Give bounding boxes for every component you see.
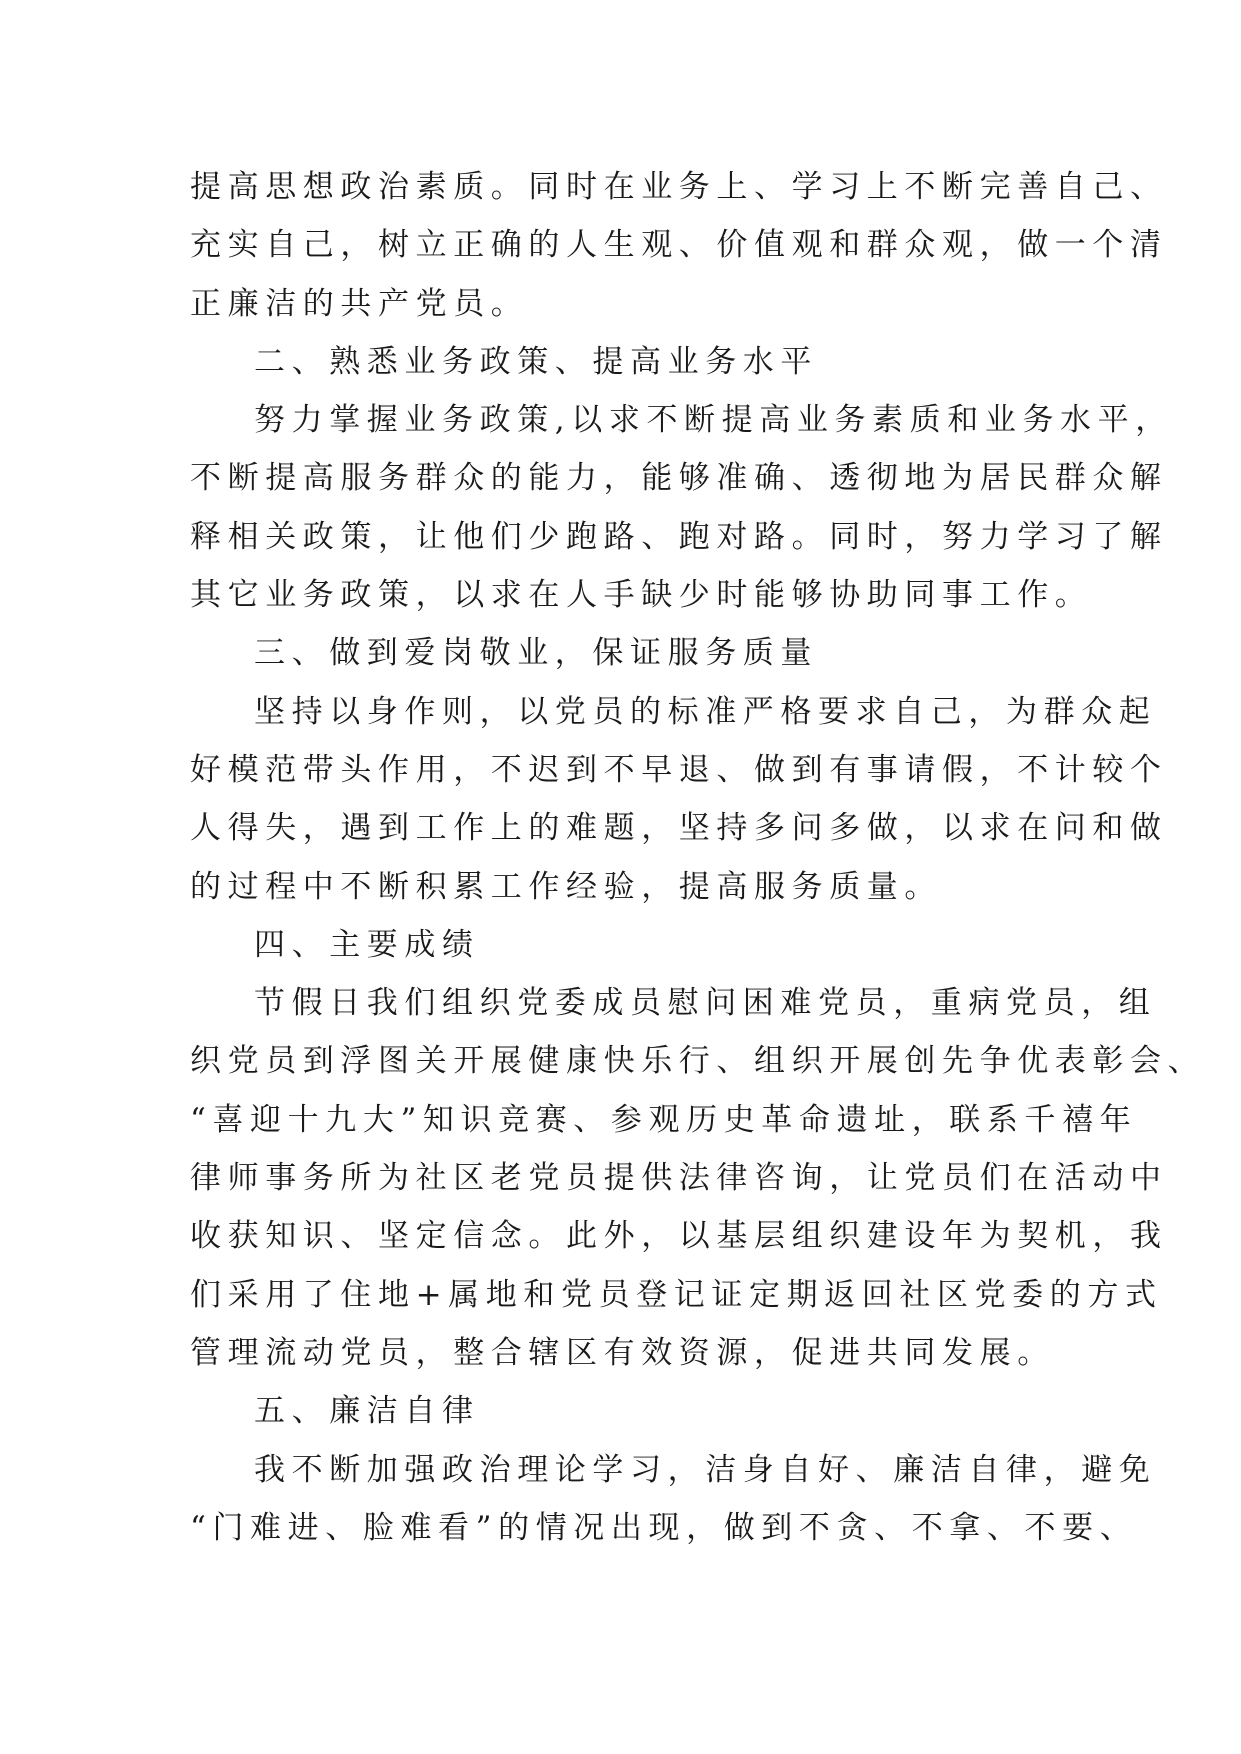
text-line: 四、主要成绩 (254, 926, 480, 963)
document-body (190, 158, 1206, 1557)
text-line: 三、做到爱岗敬业，保证服务质量 (254, 635, 818, 672)
text-line: 的过程中不断积累工作经验，提高服务质量。 (190, 868, 942, 905)
text-line: 提高思想政治素质。同时在业务上、学习上不断完善自己、 (190, 169, 1168, 205)
text-line: 节假日我们组织党委成员慰问困难党员，重病党员，组 (254, 985, 1157, 1022)
text-line: “喜迎十九大”知识竞赛、参观历史革命遗址，联系千禧年 (190, 1101, 1138, 1138)
text-line: 织党员到浮图关开展健康快乐行、组织开展创先争优表彰会、 (190, 1043, 1206, 1080)
text-line: 坚持以身作则，以党员的标准严格要求自己，为群众起 (254, 693, 1157, 730)
text-line: 五、廉洁自律 (254, 1393, 480, 1430)
text-line: 收获知识、坚定信念。此外，以基层组织建设年为契机，我 (190, 1218, 1168, 1255)
text-line: 充实自己，树立正确的人生观、价值观和群众观，做一个清 (190, 227, 1168, 264)
text-line: 人得失，遇到工作上的难题，坚持多问多做，以求在问和做 (190, 810, 1168, 847)
text-line: 我不断加强政治理论学习，洁身自好、廉洁自律，避免 (254, 1451, 1157, 1488)
text-line: 努力掌握业务政策,以求不断提高业务素质和业务水平， (254, 402, 1173, 439)
text-line: 不断提高服务群众的能力，能够准确、透彻地为居民群众解 (190, 460, 1168, 497)
text-line: 正廉洁的共产党员。 (190, 285, 529, 322)
text-line: 好模范带头作用，不迟到不早退、做到有事请假，不计较个 (190, 751, 1168, 788)
text-line: 律师事务所为社区老党员提供法律咨询，让党员们在活动中 (190, 1160, 1168, 1197)
text-line: 释相关政策，让他们少跑路、跑对路。同时，努力学习了解 (190, 518, 1168, 555)
text-line: 们采用了住地+属地和党员登记证定期返回社区党委的方式 (190, 1276, 1163, 1313)
text-line: 管理流动党员，整合辖区有效资源，促进共同发展。 (190, 1334, 1055, 1371)
text-line: 二、熟悉业务政策、提高业务水平 (254, 343, 818, 380)
text-line: “门难进、脸难看”的情况出现，做到不贪、不拿、不要、 (190, 1509, 1138, 1546)
text-line: 其它业务政策，以求在人手缺少时能够协助同事工作。 (190, 577, 1093, 614)
